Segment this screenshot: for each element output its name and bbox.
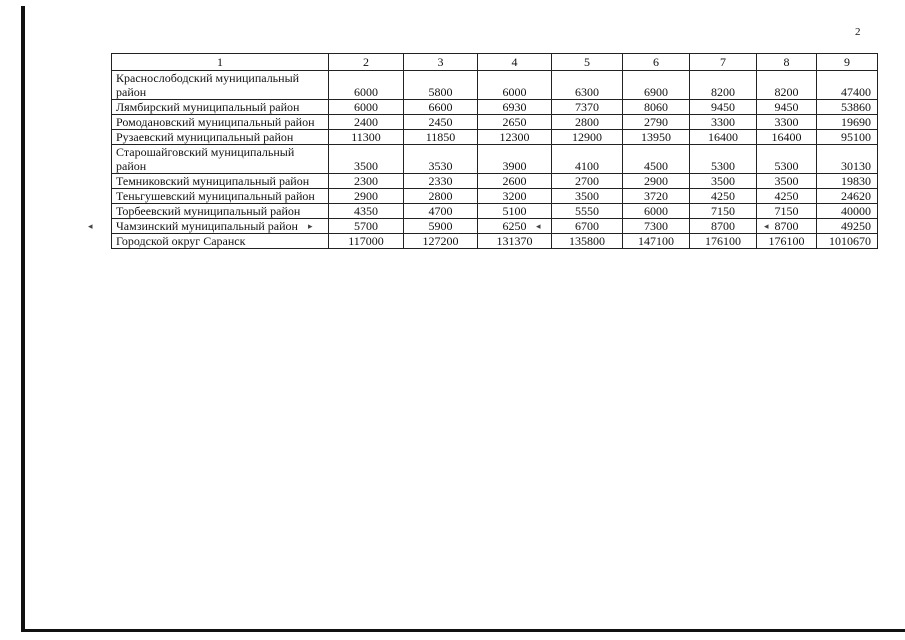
table-cell: 4500 xyxy=(623,145,690,174)
table-cell: 7370 xyxy=(552,100,623,115)
table-cell: 3200 xyxy=(478,189,552,204)
table-cell: 6000 xyxy=(623,204,690,219)
table-cell: 117000 xyxy=(329,234,404,249)
table-row xyxy=(112,115,878,130)
table-cell: 2800 xyxy=(404,189,478,204)
table-cell: 5900 xyxy=(404,219,478,234)
table-cell: 176100 xyxy=(757,234,817,249)
table-cell: 11300 xyxy=(329,130,404,145)
district-name: Рузаевский муниципальный район xyxy=(112,130,329,145)
table-cell: 127200 xyxy=(404,234,478,249)
table-cell: 12900 xyxy=(552,130,623,145)
table-cell: 2400 xyxy=(329,115,404,130)
table-cell: 2900 xyxy=(623,174,690,189)
table-cell: 5300 xyxy=(690,145,757,174)
table-cell: 2300 xyxy=(329,174,404,189)
table-cell: 24620 xyxy=(817,189,878,204)
table-cell: 2900 xyxy=(329,189,404,204)
district-name: Лямбирский муниципальный район xyxy=(112,100,329,115)
page-number: 2 xyxy=(855,26,861,38)
table-cell: 16400 xyxy=(690,130,757,145)
table-cell: 6000 xyxy=(329,100,404,115)
data-table xyxy=(111,53,878,249)
district-name: Торбеевский муниципальный район xyxy=(112,204,329,219)
table-cell: 6250 xyxy=(478,219,552,234)
district-name: Теньгушевский муниципальный район xyxy=(112,189,329,204)
table-cell: 176100 xyxy=(690,234,757,249)
table-cell: 2800 xyxy=(552,115,623,130)
table-cell: 9450 xyxy=(690,100,757,115)
table-cell: 4250 xyxy=(757,189,817,204)
column-header-3: 3 xyxy=(404,54,478,71)
table-cell: 2790 xyxy=(623,115,690,130)
table-cell: 3500 xyxy=(757,174,817,189)
table-cell: 6900 xyxy=(623,71,690,100)
table-cell: 3900 xyxy=(478,145,552,174)
column-header-4: 4 xyxy=(478,54,552,71)
scan-speck: ◂ xyxy=(536,221,541,231)
table-cell: 7150 xyxy=(757,204,817,219)
table-cell: 4100 xyxy=(552,145,623,174)
table-cell: 4350 xyxy=(329,204,404,219)
table-cell: 13950 xyxy=(623,130,690,145)
table-cell: 5700 xyxy=(329,219,404,234)
column-header-2: 2 xyxy=(329,54,404,71)
table-cell: 5550 xyxy=(552,204,623,219)
table-cell: 47400 xyxy=(817,71,878,100)
scan-speck: ◂ xyxy=(88,221,93,231)
column-header-6: 6 xyxy=(623,54,690,71)
column-header-7: 7 xyxy=(690,54,757,71)
table-cell: 5300 xyxy=(757,145,817,174)
district-name: Ромодановский муниципальный район xyxy=(112,115,329,130)
table-cell: 3530 xyxy=(404,145,478,174)
table-cell: 49250 xyxy=(817,219,878,234)
table-cell: 6700 xyxy=(552,219,623,234)
table-cell: 8200 xyxy=(757,71,817,100)
table-cell: 40000 xyxy=(817,204,878,219)
table-cell: 5800 xyxy=(404,71,478,100)
table-row xyxy=(112,130,878,145)
table-cell: 19690 xyxy=(817,115,878,130)
column-header-8: 8 xyxy=(757,54,817,71)
district-name: Краснослободский муниципальный район xyxy=(112,71,329,100)
table-row xyxy=(112,189,878,204)
column-header-9: 9 xyxy=(817,54,878,71)
table-cell: 6600 xyxy=(404,100,478,115)
table-cell: 1010670 xyxy=(817,234,878,249)
district-name: Чамзинский муниципальный район xyxy=(112,219,329,234)
header-row xyxy=(112,54,878,71)
scan-edge-bottom xyxy=(21,629,905,632)
table-cell: 2650 xyxy=(478,115,552,130)
district-name: Старошайговский муниципальный район xyxy=(112,145,329,174)
table-cell: 2330 xyxy=(404,174,478,189)
table-cell: 11850 xyxy=(404,130,478,145)
scan-edge-left xyxy=(21,6,25,632)
table-cell: 8200 xyxy=(690,71,757,100)
table-cell: 3500 xyxy=(552,189,623,204)
table-cell: 147100 xyxy=(623,234,690,249)
table-cell: 4250 xyxy=(690,189,757,204)
table-cell: 6300 xyxy=(552,71,623,100)
table-cell: 2700 xyxy=(552,174,623,189)
table-cell: 53860 xyxy=(817,100,878,115)
table-cell: 12300 xyxy=(478,130,552,145)
scan-speck: ▸ xyxy=(308,221,313,231)
table-cell: 30130 xyxy=(817,145,878,174)
column-header-1: 1 xyxy=(112,54,329,71)
table-row xyxy=(112,100,878,115)
table-cell: 7150 xyxy=(690,204,757,219)
table-row xyxy=(112,204,878,219)
table-cell: 6930 xyxy=(478,100,552,115)
table-cell: 95100 xyxy=(817,130,878,145)
table-cell: 2450 xyxy=(404,115,478,130)
table-cell: 9450 xyxy=(757,100,817,115)
table-cell: 8700 xyxy=(690,219,757,234)
district-name: Темниковский муниципальный район xyxy=(112,174,329,189)
table-cell: 131370 xyxy=(478,234,552,249)
table-row xyxy=(112,219,878,234)
table-cell: 3500 xyxy=(329,145,404,174)
column-header-5: 5 xyxy=(552,54,623,71)
table-row xyxy=(112,145,878,174)
district-name: Городской округ Саранск xyxy=(112,234,329,249)
table-row xyxy=(112,234,878,249)
table-cell: 8060 xyxy=(623,100,690,115)
table-cell: 3720 xyxy=(623,189,690,204)
table-cell: 5100 xyxy=(478,204,552,219)
table-cell: 19830 xyxy=(817,174,878,189)
table-cell: 3300 xyxy=(757,115,817,130)
table-cell: 3300 xyxy=(690,115,757,130)
scan-speck: ◂ xyxy=(764,221,769,231)
table-cell: 2600 xyxy=(478,174,552,189)
table-cell: 16400 xyxy=(757,130,817,145)
table-cell: 6000 xyxy=(478,71,552,100)
table-cell: 4700 xyxy=(404,204,478,219)
table-row xyxy=(112,174,878,189)
table-cell: 7300 xyxy=(623,219,690,234)
table-row xyxy=(112,71,878,100)
table-cell: 6000 xyxy=(329,71,404,100)
table-cell: 135800 xyxy=(552,234,623,249)
table-cell: 3500 xyxy=(690,174,757,189)
table-cell: 8700 xyxy=(757,219,817,234)
